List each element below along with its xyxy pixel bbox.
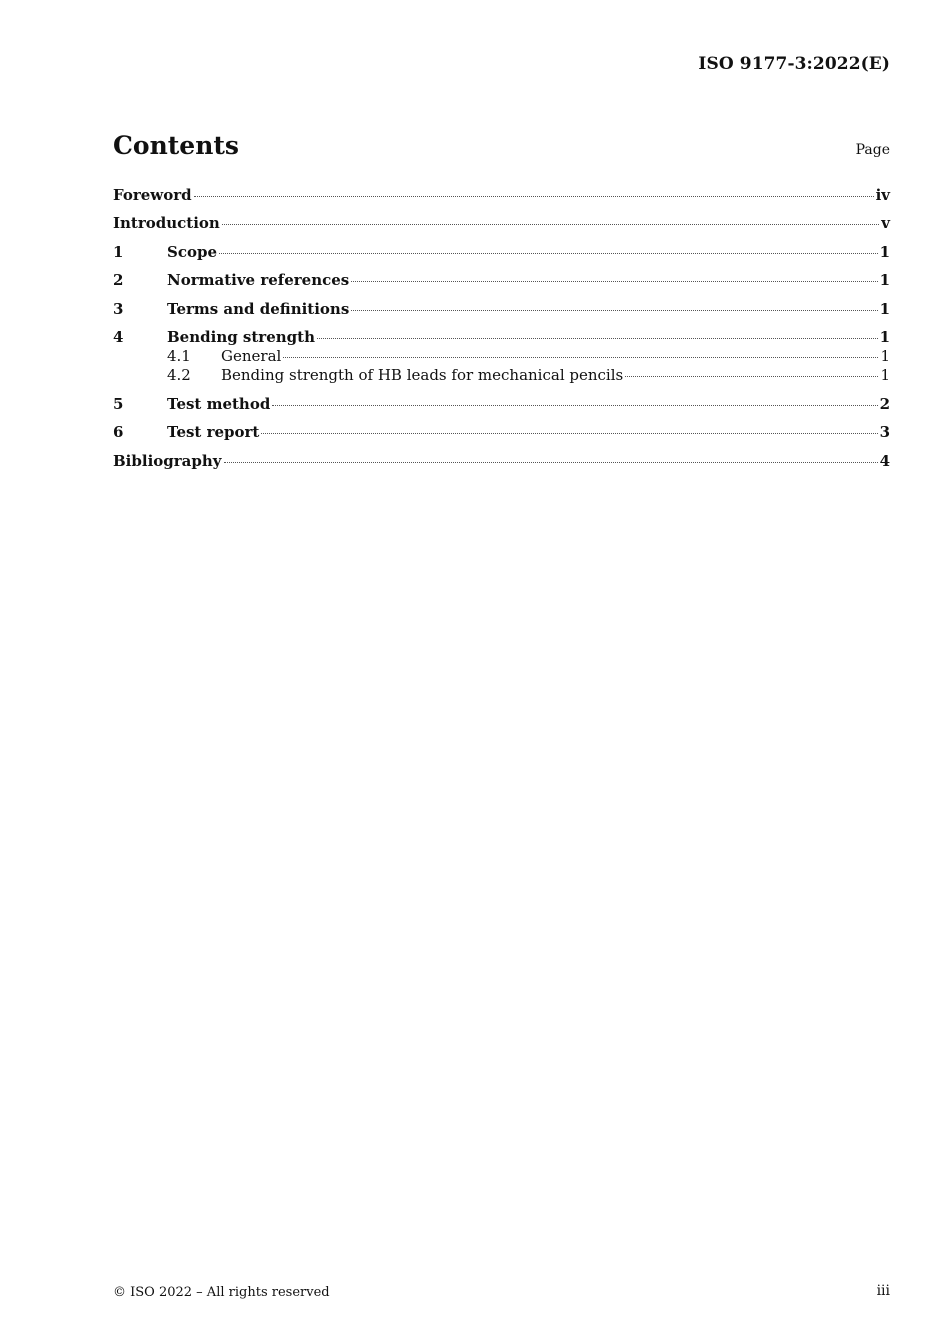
toc-entry-title[interactable]: Terms and definitions	[167, 300, 350, 318]
toc-entry-introduction[interactable]	[113, 214, 890, 232]
toc-entry-title[interactable]: Bibliography	[113, 452, 222, 470]
toc-entry-test-report[interactable]	[113, 423, 890, 441]
toc-entry-normative-references[interactable]	[113, 271, 890, 289]
toc-entry-page[interactable]: v	[881, 214, 890, 232]
toc-entry-title[interactable]: Bending strength	[167, 328, 315, 346]
toc-entry-page[interactable]: 1	[879, 300, 890, 318]
dot-leader	[283, 357, 878, 358]
page-number: iii	[876, 1283, 890, 1299]
dot-leader	[317, 338, 878, 339]
toc-entry-title[interactable]: Scope	[167, 243, 218, 261]
dot-leader	[351, 281, 877, 282]
toc-entry-page[interactable]: 1	[879, 328, 890, 346]
toc-entry-number: 3	[113, 300, 124, 318]
toc-entry-scope[interactable]	[113, 243, 890, 261]
toc-entry-number: 2	[113, 271, 124, 289]
toc-entry-page[interactable]: iv	[875, 186, 890, 204]
toc-entry-page[interactable]: 1	[879, 271, 890, 289]
toc-entry-page[interactable]: 2	[879, 395, 890, 413]
dot-leader	[261, 433, 877, 434]
toc-entry-number: 6	[113, 423, 124, 441]
copyright-notice: © ISO 2022 – All rights reserved	[113, 1285, 330, 1300]
toc-entry-title[interactable]: Normative references	[167, 271, 350, 289]
toc-entry-title[interactable]: Foreword	[113, 186, 192, 204]
dot-leader	[272, 405, 877, 406]
toc-entry-title[interactable]: Introduction	[113, 214, 220, 232]
toc-entry-title[interactable]: Test method	[167, 395, 271, 413]
toc-entry-title[interactable]: Bending strength of HB leads for mechanical pencils	[221, 366, 624, 384]
dot-leader	[351, 310, 877, 311]
page-column-label: Page	[855, 142, 890, 158]
dot-leader	[222, 224, 879, 225]
toc-entry-page[interactable]: 1	[879, 243, 890, 261]
toc-entry-number: 5	[113, 395, 124, 413]
toc-entry-number: 4.1	[167, 347, 191, 365]
toc-entry-number: 1	[113, 243, 124, 261]
toc-entry-number: 4	[113, 328, 124, 346]
contents-heading: Contents	[113, 131, 240, 160]
toc-entry-page[interactable]: 1	[880, 347, 890, 365]
dot-leader	[219, 253, 878, 254]
toc-entry-title[interactable]: General	[221, 347, 282, 365]
toc-entry-page[interactable]: 1	[880, 366, 890, 384]
toc-entry-page[interactable]: 4	[879, 452, 890, 470]
toc-entry-page[interactable]: 3	[879, 423, 890, 441]
dot-leader	[224, 462, 878, 463]
document-identifier: ISO 9177-3:2022(E)	[698, 54, 890, 74]
toc-entry-bending-strength-hb-leads[interactable]	[113, 366, 890, 384]
toc-entry-number: 4.2	[167, 366, 191, 384]
dot-leader	[625, 376, 878, 377]
toc-entry-terms-and-definitions[interactable]	[113, 300, 890, 318]
toc-entry-title[interactable]: Test report	[167, 423, 260, 441]
toc-entry-general[interactable]	[113, 347, 890, 365]
toc-entry-bending-strength[interactable]	[113, 328, 890, 346]
toc-entry-test-method[interactable]	[113, 395, 890, 413]
toc-entry-foreword[interactable]	[113, 186, 890, 204]
dot-leader	[194, 196, 874, 197]
toc-entry-bibliography[interactable]	[113, 452, 890, 470]
